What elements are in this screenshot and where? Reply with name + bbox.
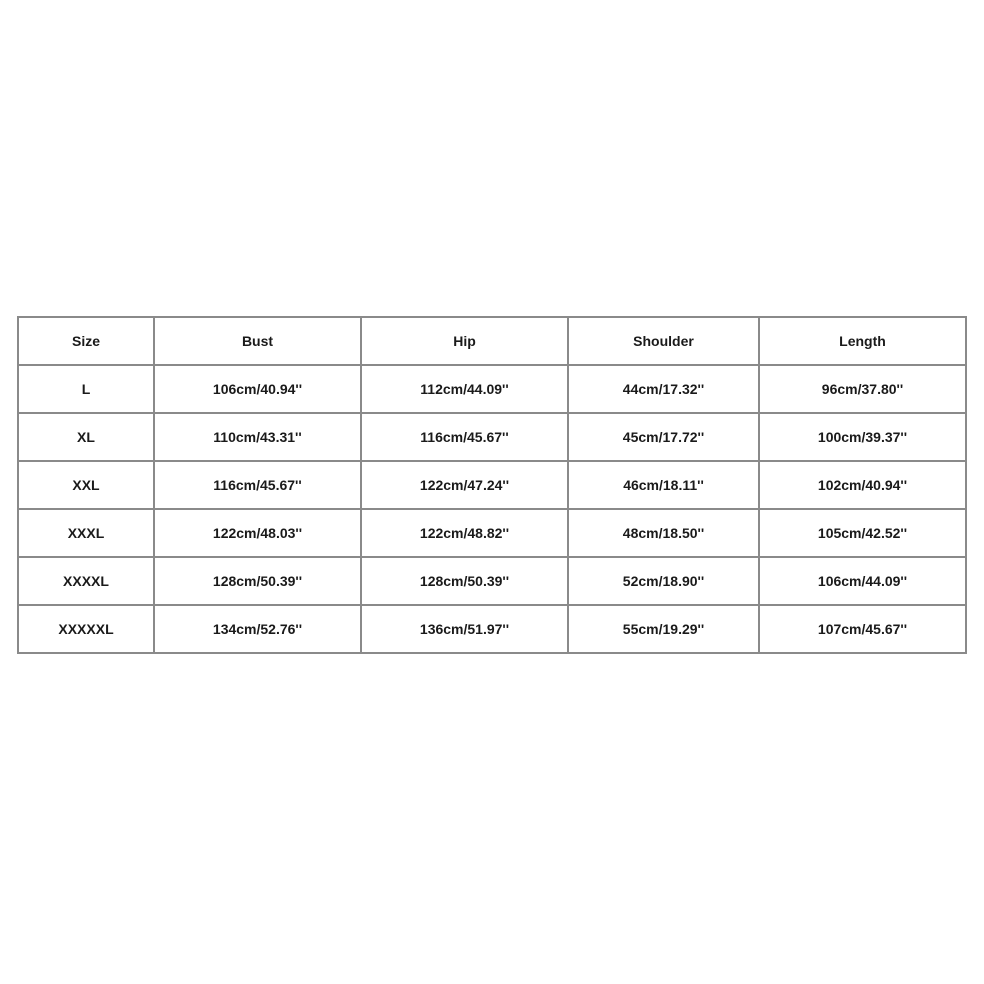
size-chart-body xyxy=(18,365,966,653)
cell-length: 107cm/45.67'' xyxy=(759,605,966,653)
cell-bust: 134cm/52.76'' xyxy=(154,605,361,653)
table-row xyxy=(18,605,966,653)
table-row xyxy=(18,509,966,557)
header-hip: Hip xyxy=(361,317,568,365)
cell-shoulder: 55cm/19.29'' xyxy=(568,605,759,653)
table-row xyxy=(18,413,966,461)
cell-shoulder: 44cm/17.32'' xyxy=(568,365,759,413)
cell-length: 100cm/39.37'' xyxy=(759,413,966,461)
cell-bust: 116cm/45.67'' xyxy=(154,461,361,509)
cell-size: L xyxy=(18,365,154,413)
cell-size: XXXXL xyxy=(18,557,154,605)
cell-size: XXL xyxy=(18,461,154,509)
cell-length: 102cm/40.94'' xyxy=(759,461,966,509)
cell-length: 106cm/44.09'' xyxy=(759,557,966,605)
cell-size: XL xyxy=(18,413,154,461)
table-row xyxy=(18,557,966,605)
cell-shoulder: 48cm/18.50'' xyxy=(568,509,759,557)
header-size: Size xyxy=(18,317,154,365)
cell-bust: 110cm/43.31'' xyxy=(154,413,361,461)
cell-hip: 122cm/47.24'' xyxy=(361,461,568,509)
cell-shoulder: 52cm/18.90'' xyxy=(568,557,759,605)
header-bust: Bust xyxy=(154,317,361,365)
header-shoulder: Shoulder xyxy=(568,317,759,365)
cell-length: 96cm/37.80'' xyxy=(759,365,966,413)
header-row xyxy=(18,317,966,365)
cell-bust: 106cm/40.94'' xyxy=(154,365,361,413)
cell-hip: 122cm/48.82'' xyxy=(361,509,568,557)
size-chart-table xyxy=(17,316,967,654)
cell-hip: 116cm/45.67'' xyxy=(361,413,568,461)
cell-length: 105cm/42.52'' xyxy=(759,509,966,557)
cell-hip: 128cm/50.39'' xyxy=(361,557,568,605)
cell-shoulder: 46cm/18.11'' xyxy=(568,461,759,509)
table-row xyxy=(18,365,966,413)
cell-hip: 112cm/44.09'' xyxy=(361,365,568,413)
header-length: Length xyxy=(759,317,966,365)
cell-bust: 122cm/48.03'' xyxy=(154,509,361,557)
cell-size: XXXL xyxy=(18,509,154,557)
cell-shoulder: 45cm/17.72'' xyxy=(568,413,759,461)
cell-bust: 128cm/50.39'' xyxy=(154,557,361,605)
size-chart-header xyxy=(18,317,966,365)
cell-size: XXXXXL xyxy=(18,605,154,653)
cell-hip: 136cm/51.97'' xyxy=(361,605,568,653)
table-row xyxy=(18,461,966,509)
